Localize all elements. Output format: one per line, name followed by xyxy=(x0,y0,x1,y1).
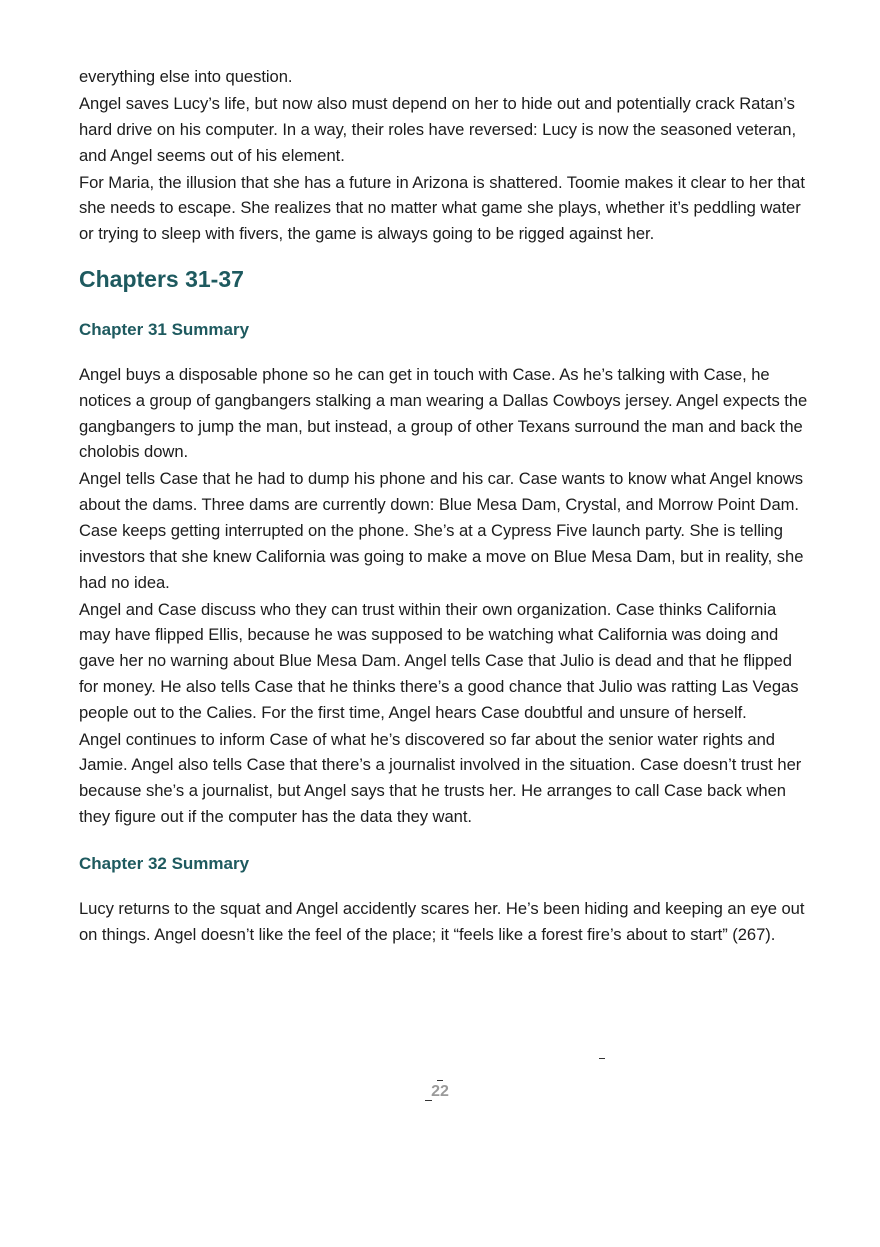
intro-paragraph-1: everything else into question. xyxy=(79,67,293,86)
document-page xyxy=(79,64,809,947)
stray-mark xyxy=(599,1058,605,1059)
stray-mark xyxy=(437,1080,443,1081)
chapter-31-paragraph-4: Angel continues to inform Case of what he’s discovered so far about the senior water rights and Jamie. Angel also tells Case that there’s a journalist involved in the situation. Case doesn’t trust her because she’s a journalist, but Angel says that he trusts her. He arranges to call Case back when they figure out if the computer has the data they want. xyxy=(79,729,802,827)
chapter-32-paragraph-1: Lucy returns to the squat and Angel accidently scares her. He’s been hiding and keeping an eye out on things. Angel doesn’t like the feel of the place; it “feels like a forest fire’s about to start” (267). xyxy=(79,898,805,944)
page-number: 22 xyxy=(431,1083,449,1100)
chapter-31-paragraph-3: Angel and Case discuss who they can trust within their own organization. Case thinks California may have flipped Ellis, because he was supposed to be watching what California was doing and gave her no warning about Blue Mesa Dam. Angel tells Case that Julio is dead and that he flipped for money. He also tells Case that he thinks there’s a good chance that Julio was ratting Las Vegas people out to the Calies. For the first time, Angel hears Case doubtful and unsure of herself. xyxy=(79,599,799,722)
chapter-31-heading: Chapter 31 Summary xyxy=(79,319,250,339)
intro-paragraph-2: Angel saves Lucy’s life, but now also must depend on her to hide out and potentially crack Ratan’s hard drive on his computer. In a way, their roles have reversed: Lucy is now the seasoned veteran, and Angel seems out of his element. xyxy=(79,93,797,165)
chapter-32-heading: Chapter 32 Summary xyxy=(79,853,250,873)
chapter-31-paragraph-2: Angel tells Case that he had to dump his phone and his car. Case wants to know what Angel knows about the dams. Three dams are currently down: Blue Mesa Dam, Crystal, and Morrow Point Dam. Case keeps getting interrupted on the phone. She’s at a Cypress Five launch party. She is telling investors that she knew California was going to make a move on Blue Mesa Dam, but in reality, she had no idea. xyxy=(79,469,804,592)
chapter-31-paragraph-1: Angel buys a disposable phone so he can get in touch with Case. As he’s talking with Case, he notices a group of gangbangers stalking a man wearing a Dallas Cowboys jersey. Angel expects the gangbangers to jump the man, but instead, a group of other Texans surround the man and back the cholobis down. xyxy=(79,364,808,462)
intro-paragraph-3: For Maria, the illusion that she has a future in Arizona is shattered. Toomie makes it clear to her that she needs to escape. She realizes that no matter what game she plays, whether it’s peddling water or trying to sleep with fivers, the game is always going to be rigged against her. xyxy=(79,172,805,244)
section-heading: Chapters 31-37 xyxy=(79,265,244,292)
